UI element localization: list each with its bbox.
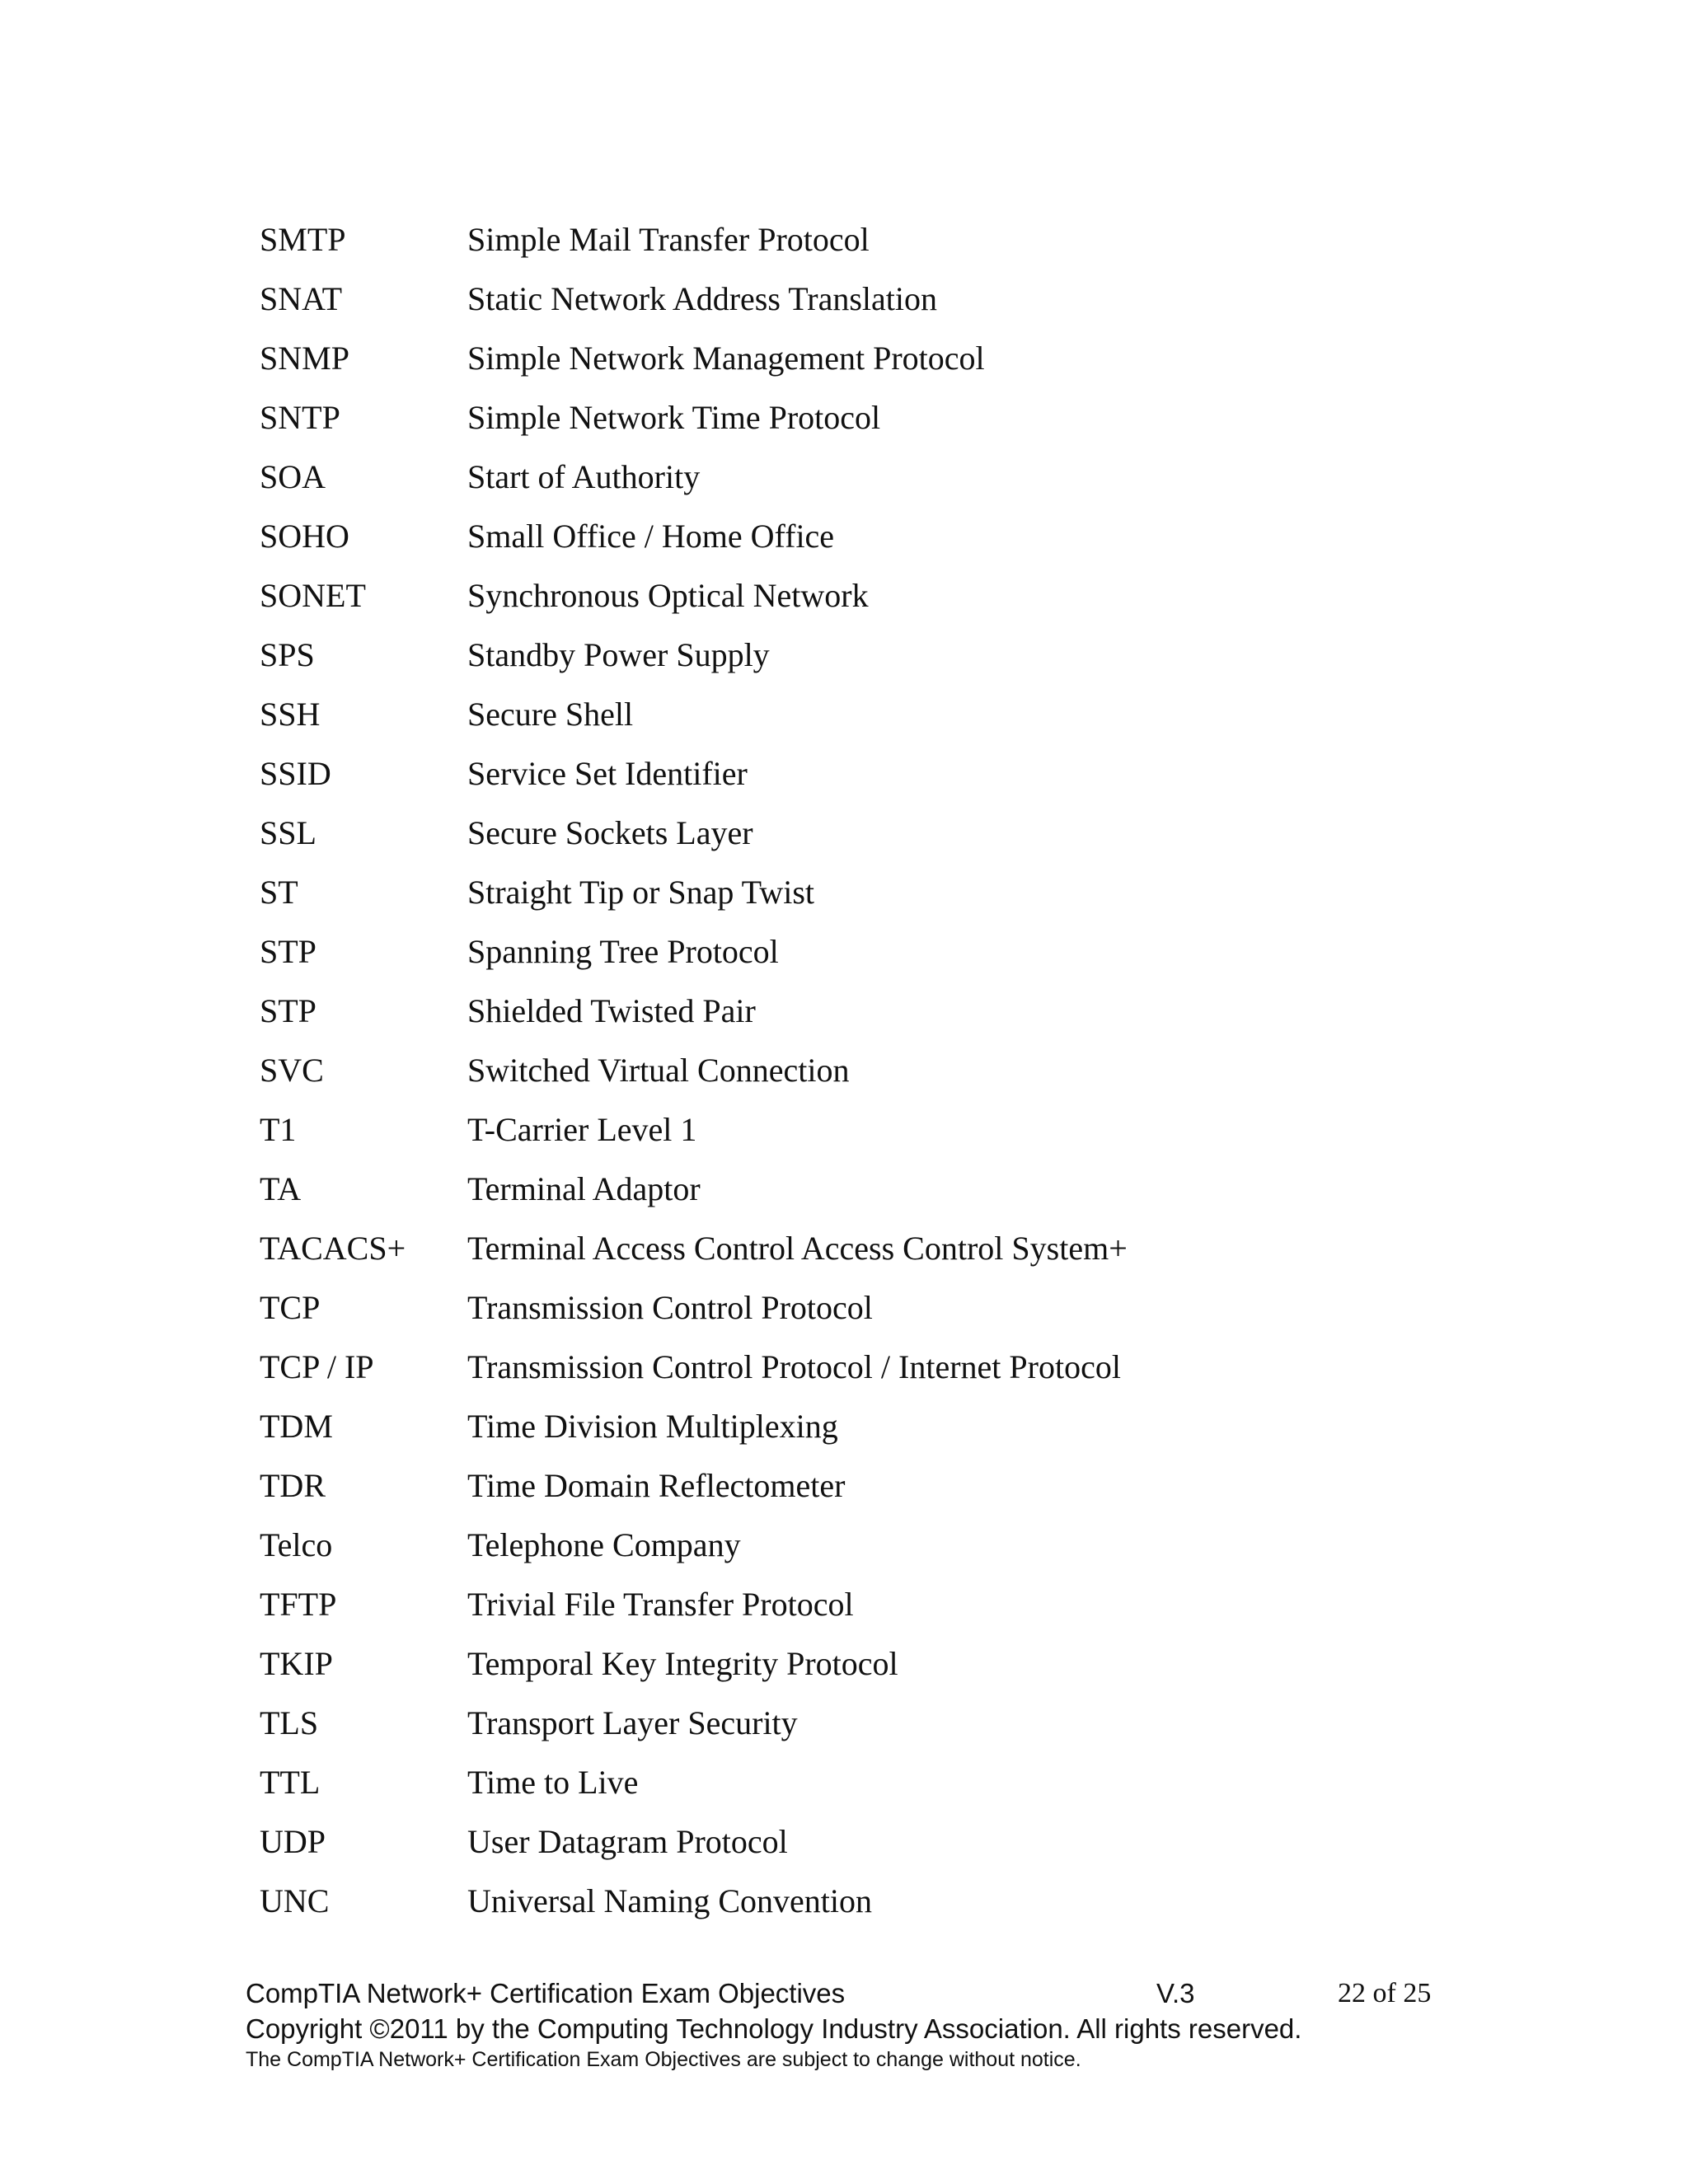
acronym-abbreviation: STP [260, 933, 316, 970]
acronym-definition: Telephone Company [467, 1526, 741, 1563]
acronym-abbreviation: TFTP [260, 1586, 337, 1623]
acronym-definition: Switched Virtual Connection [467, 1052, 850, 1089]
acronym-abbreviation: STP [260, 992, 316, 1029]
acronym-abbreviation: TDR [260, 1467, 326, 1504]
acronym-row [260, 685, 1496, 744]
acronym-definition: Time Division Multiplexing [467, 1408, 838, 1445]
acronym-definition: Universal Naming Convention [467, 1882, 873, 1919]
acronym-definition: Transport Layer Security [467, 1704, 798, 1741]
acronym-row [260, 1516, 1496, 1575]
footer-page-number: 22 of 25 [1338, 1978, 1432, 2008]
acronym-abbreviation: Telco [260, 1526, 333, 1563]
acronym-definition: Synchronous Optical Network [467, 577, 869, 614]
acronym-row [260, 804, 1496, 863]
acronym-row [260, 626, 1496, 685]
acronym-definition: Time Domain Reflectometer [467, 1467, 846, 1504]
acronym-abbreviation: TTL [260, 1764, 321, 1801]
acronym-definition: Time to Live [467, 1764, 639, 1801]
acronym-abbreviation: ST [260, 874, 298, 911]
acronym-definition: Spanning Tree Protocol [467, 933, 779, 970]
acronym-row [260, 922, 1496, 982]
acronym-row [260, 1219, 1496, 1278]
acronym-row [260, 1397, 1496, 1456]
acronym-row [260, 269, 1496, 329]
acronym-row [260, 744, 1496, 804]
acronym-abbreviation: SNAT [260, 280, 343, 317]
acronym-definition: Service Set Identifier [467, 755, 748, 792]
acronym-definition: Terminal Access Control Access Control System+ [467, 1230, 1128, 1267]
acronym-abbreviation: SPS [260, 636, 315, 673]
acronym-row [260, 388, 1496, 448]
acronym-definition: Transmission Control Protocol [467, 1289, 873, 1326]
acronym-abbreviation: TCP [260, 1289, 321, 1326]
acronym-row [260, 1456, 1496, 1516]
acronym-definition: Simple Network Time Protocol [467, 399, 881, 436]
acronym-row [260, 329, 1496, 388]
acronym-abbreviation: TACACS+ [260, 1230, 406, 1267]
footer-version: V.3 [1156, 1978, 1195, 2008]
acronym-row [260, 1812, 1496, 1872]
acronym-definition: Static Network Address Translation [467, 280, 937, 317]
acronym-abbreviation: UDP [260, 1823, 326, 1860]
acronym-abbreviation: SOA [260, 458, 326, 495]
acronym-abbreviation: UNC [260, 1882, 330, 1919]
acronym-row [260, 507, 1496, 566]
acronym-row [260, 1338, 1496, 1397]
acronym-abbreviation: TCP / IP [260, 1348, 374, 1385]
acronym-abbreviation: SSL [260, 814, 316, 851]
acronym-abbreviation: TKIP [260, 1645, 333, 1682]
page-footer [246, 1975, 1441, 2073]
acronym-row [260, 1872, 1496, 1931]
acronym-abbreviation: SONET [260, 577, 366, 614]
acronym-abbreviation: TLS [260, 1704, 319, 1741]
footer-header-line [246, 1975, 1441, 2012]
acronym-definition: Terminal Adaptor [467, 1170, 701, 1207]
acronym-definition: Temporal Key Integrity Protocol [467, 1645, 898, 1682]
acronym-definition: Simple Mail Transfer Protocol [467, 221, 870, 258]
acronym-row [260, 210, 1496, 269]
footer-copyright: Copyright ©2011 by the Computing Technology Industry Association. All rights reserved. [246, 2013, 1302, 2044]
footer-notice: The CompTIA Network+ Certification Exam Objectives are subject to change without notice. [246, 2048, 1081, 2071]
acronym-row [260, 566, 1496, 626]
acronym-definition: Small Office / Home Office [467, 518, 835, 555]
acronym-definition: User Datagram Protocol [467, 1823, 788, 1860]
acronym-abbreviation: SVC [260, 1052, 324, 1089]
acronym-row [260, 1634, 1496, 1694]
acronym-abbreviation: SMTP [260, 221, 346, 258]
acronym-abbreviation: SOHO [260, 518, 349, 555]
acronym-definition: Trivial File Transfer Protocol [467, 1586, 854, 1623]
acronym-definition: Standby Power Supply [467, 636, 770, 673]
acronym-abbreviation: TDM [260, 1408, 333, 1445]
acronym-abbreviation: SSID [260, 755, 331, 792]
acronym-abbreviation: SSH [260, 696, 321, 733]
acronym-row [260, 1041, 1496, 1100]
acronym-row [260, 863, 1496, 922]
acronym-row [260, 982, 1496, 1041]
footer-document-title: CompTIA Network+ Certification Exam Objectives [246, 1978, 846, 2008]
acronym-definition: Straight Tip or Snap Twist [467, 874, 814, 911]
acronym-abbreviation: SNMP [260, 340, 349, 377]
acronym-row [260, 1694, 1496, 1753]
acronym-row [260, 1278, 1496, 1338]
acronym-definition: Start of Authority [467, 458, 701, 495]
acronym-list [260, 210, 1496, 1931]
acronym-abbreviation: T1 [260, 1111, 297, 1148]
acronym-row [260, 1575, 1496, 1634]
acronym-abbreviation: SNTP [260, 399, 340, 436]
acronym-definition: Simple Network Management Protocol [467, 340, 985, 377]
acronym-row [260, 1753, 1496, 1812]
acronym-row [260, 448, 1496, 507]
acronym-definition: Secure Shell [467, 696, 634, 733]
acronym-definition: T-Carrier Level 1 [467, 1111, 697, 1148]
acronym-definition: Shielded Twisted Pair [467, 992, 756, 1029]
acronym-row [260, 1160, 1496, 1219]
acronym-definition: Secure Sockets Layer [467, 814, 753, 851]
acronym-row [260, 1100, 1496, 1160]
acronym-definition: Transmission Control Protocol / Internet Protocol [467, 1348, 1121, 1385]
acronym-abbreviation: TA [260, 1170, 302, 1207]
